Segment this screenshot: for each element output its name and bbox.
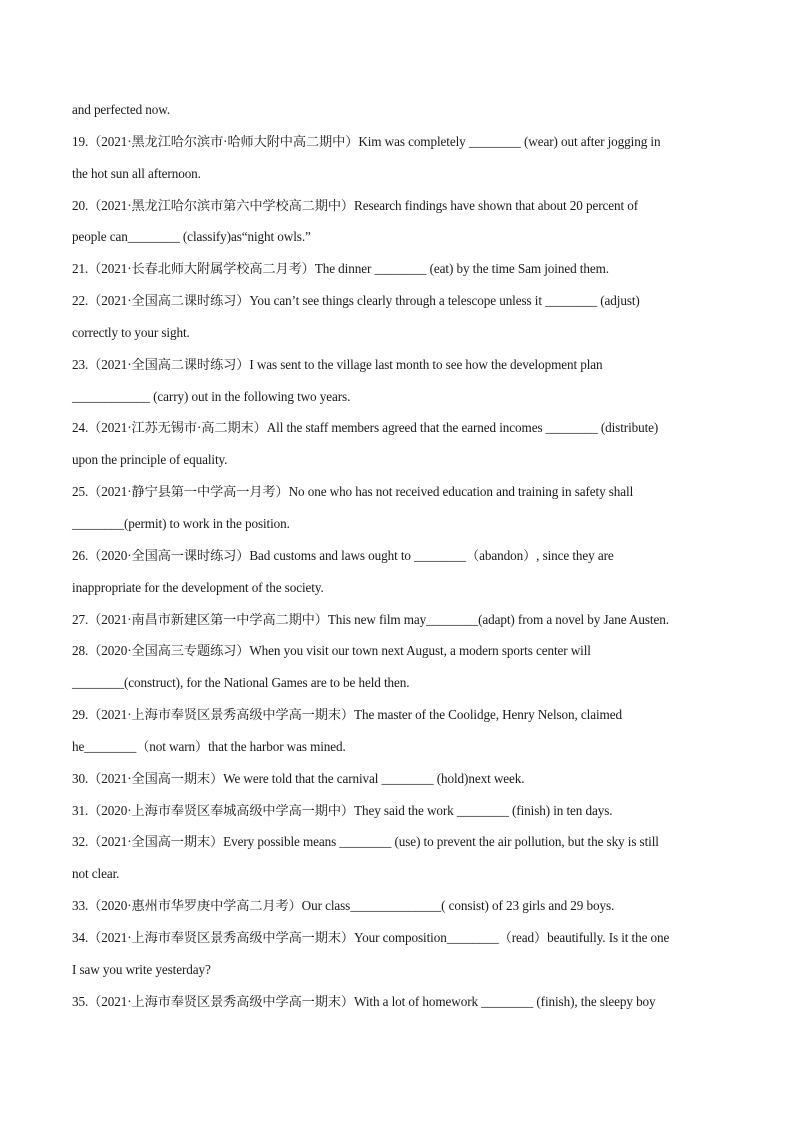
question-28: 28.（2020·全国高三专题练习）When you visit our town next August, a modern sports center will xyxy=(72,643,591,659)
text-line: ________(construct), for the National Games are to be held then. xyxy=(72,675,410,691)
question-21: 21.（2021·长春北师大附属学校高二月考）The dinner ________ (eat) by the time Sam joined them. xyxy=(72,261,609,277)
text-line: ________(permit) to work in the position. xyxy=(72,515,290,531)
document-body xyxy=(72,99,724,1022)
question-20: 20.（2021·黑龙江哈尔滨市第六中学校高二期中）Research findings have shown that about 20 percent of xyxy=(72,197,639,213)
text-line: and perfected now. xyxy=(72,102,171,117)
text-line: he________（not warn）that the harbor was mined. xyxy=(72,738,346,754)
text-line: people can________ (classify)as“night owls.” xyxy=(72,229,311,245)
text-line: ____________ (carry) out in the following two years. xyxy=(72,388,351,404)
text-line: not clear. xyxy=(72,866,120,882)
question-30: 30.（2021·全国高一期末）We were told that the carnival ________ (hold)next week. xyxy=(72,770,525,786)
question-33: 33.（2020·惠州市华罗庚中学高二月考）Our class______________( consist) of 23 girls and 29 boys. xyxy=(72,898,615,914)
question-26: 26.（2020·全国高一课时练习）Bad customs and laws ought to ________（abandon）, since they are xyxy=(72,547,614,563)
question-34: 34.（2021·上海市奉贤区景秀高级中学高一期末）Your composition________（read）beautifully. Is it the one xyxy=(72,929,670,945)
question-29: 29.（2021·上海市奉贤区景秀高级中学高一期末）The master of the Coolidge, Henry Nelson, claimed xyxy=(72,707,622,723)
question-22: 22.（2021·全国高二课时练习）You can’t see things clearly through a telescope unless it ________ (adjust) xyxy=(72,293,640,309)
question-24: 24.（2021·江苏无锡市·高二期末）All the staff members agreed that the earned incomes ________ (distribute) xyxy=(72,420,659,436)
question-19: 19.（2021·黑龙江哈尔滨市·哈师大附中高二期中）Kim was completely ________ (wear) out after jogging in xyxy=(72,133,661,149)
question-32: 32.（2021·全国高一期末）Every possible means ________ (use) to prevent the air pollution, but the sky is still xyxy=(72,834,659,850)
question-27: 27.（2021·南昌市新建区第一中学高二期中）This new film may________(adapt) from a novel by Jane Austen. xyxy=(72,611,669,627)
text-line: upon the principle of equality. xyxy=(72,452,228,468)
text-line: correctly to your sight. xyxy=(72,324,190,340)
question-35: 35.（2021·上海市奉贤区景秀高级中学高一期末）With a lot of homework ________ (finish), the sleepy boy xyxy=(72,993,656,1009)
text-line: inappropriate for the development of the society. xyxy=(72,579,324,595)
question-31: 31.（2020·上海市奉贤区奉城高级中学高一期中）They said the work ________ (finish) in ten days. xyxy=(72,802,613,818)
text-line: I saw you write yesterday? xyxy=(72,961,211,977)
text-line: the hot sun all afternoon. xyxy=(72,165,201,181)
question-23: 23.（2021·全国高二课时练习）I was sent to the village last month to see how the development plan xyxy=(72,356,603,372)
question-25: 25.（2021·静宁县第一中学高一月考）No one who has not received education and training in safety shall xyxy=(72,484,634,500)
